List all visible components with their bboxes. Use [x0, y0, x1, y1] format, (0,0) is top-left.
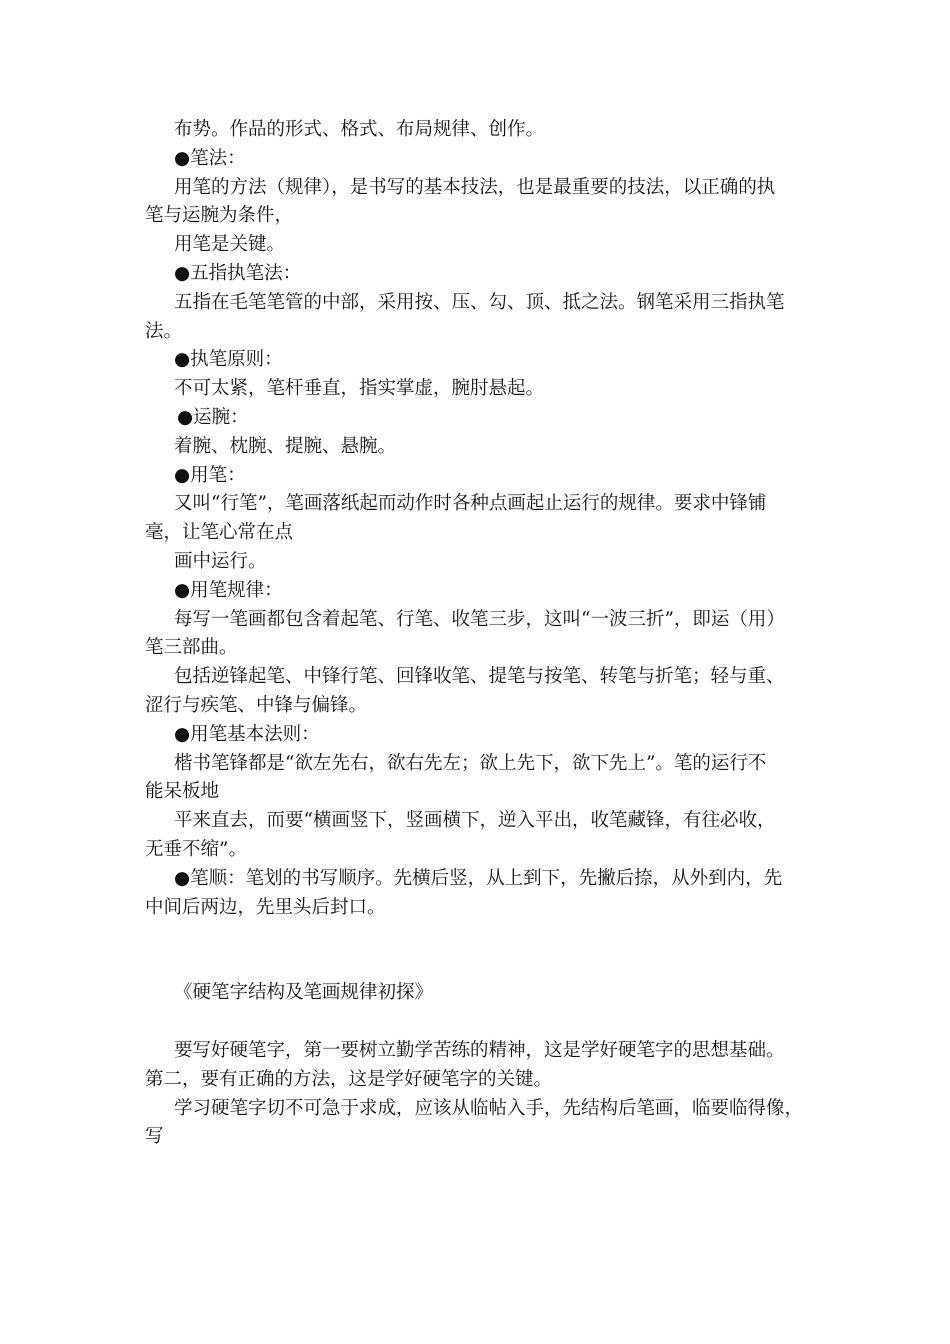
paragraph-line: 无垂不缩”。	[145, 838, 247, 860]
paragraph-line: 五指在毛笔笔管的中部，采用按、压、勾、顶、抵之法。钢笔采用三指执笔	[174, 291, 785, 313]
paragraph-line: 毫，让笔心常在点	[145, 522, 294, 544]
section-title: 《硬笔字结构及笔画规律初探》	[174, 982, 434, 1004]
document-body	[145, 116, 815, 1152]
paragraph-line: 布势。作品的形式、格式、布局规律、创作。	[174, 119, 545, 140]
heading-stroke-order: ●笔顺：笔划的书写顺序。先横后竖，从上到下，先撇后捺，从外到内，先	[174, 867, 783, 889]
paragraph-line: 画中运行。	[174, 550, 267, 572]
paragraph-line: 能呆板地	[145, 781, 220, 803]
heading-brush-technique: ●笔法：	[174, 147, 246, 169]
section-spacer	[145, 1008, 815, 1037]
heading-five-finger-grip: ●五指执笔法：	[174, 262, 302, 284]
paragraph-line: 用笔的方法（规律），是书写的基本技法，也是最重要的技法，以正确的执	[174, 176, 776, 198]
paragraph-line: 用笔是关键。	[174, 234, 286, 256]
paragraph-line: 包括逆锋起笔、中锋行笔、回锋收笔、提笔与按笔、转笔与折笔；轻与重、	[174, 666, 785, 688]
paragraph-line: 笔三部曲。	[145, 637, 238, 659]
paragraph-line: 中间后两边，先里头后封口。	[145, 896, 386, 918]
paragraph-line: 涩行与疾笔、中锋与偏锋。	[145, 694, 368, 716]
paragraph-line: 写	[145, 1126, 164, 1148]
paragraph-line: 笔与运腕为条件，	[145, 205, 294, 227]
paragraph-line: 要写好硬笔字，第一要树立勤学苦练的精神，这是学好硬笔字的思想基础。	[174, 1039, 785, 1061]
section-spacer	[145, 922, 815, 979]
paragraph-line: 楷书笔锋都是“欲左先右，欲右先左；欲上先下，欲下先上”。笔的运行不	[174, 752, 767, 774]
paragraph-line: 着腕、枕腕、提腕、悬腕。	[174, 435, 397, 457]
heading-grip-principles: ●执笔原则：	[174, 349, 283, 371]
paragraph-line: 法。	[145, 320, 183, 342]
heading-stroke-rules: ●用笔规律：	[174, 579, 283, 601]
paragraph-line: 又叫“行笔”，笔画落纸起而动作时各种点画起止运行的规律。要求中锋铺	[174, 493, 767, 515]
paragraph-line: 学习硬笔字切不可急于求成，应该从临帖入手，先结构后笔画，临要临得像，	[174, 1097, 804, 1119]
paragraph-line: 第二，要有正确的方法，这是学好硬笔字的关键。	[145, 1068, 553, 1090]
paragraph-line: 每写一笔画都包含着起笔、行笔、收笔三步，这叫“一波三折”，即运（用）	[174, 608, 785, 630]
heading-stroke-use: ●用笔：	[174, 464, 246, 486]
paragraph-line: 不可太紧，笔杆垂直，指实掌虚，腕肘悬起。	[174, 378, 545, 400]
heading-basic-stroke-laws: ●用笔基本法则：	[174, 723, 320, 745]
heading-wrist-movement: ●运腕：	[177, 406, 249, 428]
paragraph-line: 平来直去，而要“横画竖下，竖画横下，逆入平出，收笔藏锋，有往必收，	[174, 810, 776, 832]
